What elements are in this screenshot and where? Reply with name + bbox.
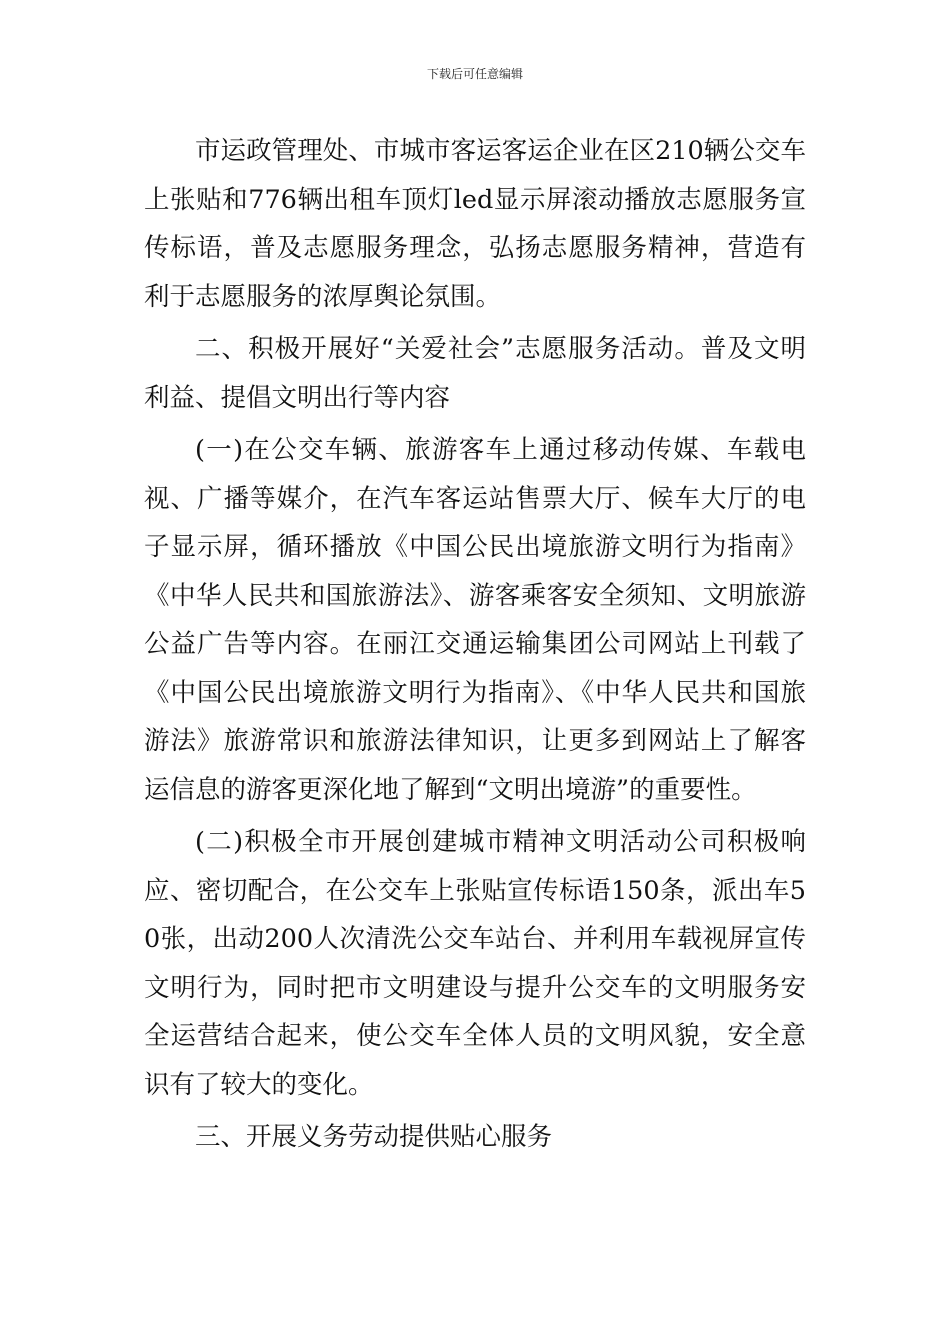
paragraph-2-heading: 二、积极开展好“关爱社会”志愿服务活动。普及文明利益、提倡文明出行等内容	[144, 334, 806, 413]
paragraph-1: 市运政管理处、市城市客运客运企业在区210辆公交车上张贴和776辆出租车顶灯led显示屏滚动播放志愿服务宣传标语，普及志愿服务理念，弘扬志愿服务精神，营造有利于志愿服务的浓厚舆论氛围。	[144, 136, 806, 312]
document-body	[144, 127, 806, 1162]
paragraph-5-heading: 三、开展义务劳动提供贴心服务	[195, 1122, 553, 1152]
paragraph-3: (一)在公交车辆、旅游客车上通过移动传媒、车载电视、广播等媒介，在汽车客运站售票大厅、候车大厅的电子显示屏，循环播放《中国公民出境旅游文明行为指南》《中华人民共和国旅游法》、游客乘客安全须知、文明旅游公益广告等内容。在丽江交通运输集团公司网站上刊载了《中国公民出境旅游文明行为指南》、《中华人民共和国旅游法》旅游常识和旅游法律知识，让更多到网站上了解客运信息的游客更深化地了解到“文明出境游”的重要性。	[144, 435, 806, 805]
page-header: 下载后可任意编辑	[426, 67, 523, 81]
paragraph-4: (二)积极全市开展创建城市精神文明活动公司积极响应、密切配合，在公交车上张贴宣传标语150条，派出车50张，出动200人次清洗公交车站台、并利用车载视屏宣传文明行为，同时把市文明建设与提升公交车的文明服务安全运营结合起来，使公交车全体人员的文明风貌，安全意识有了较大的变化。	[144, 827, 806, 1100]
